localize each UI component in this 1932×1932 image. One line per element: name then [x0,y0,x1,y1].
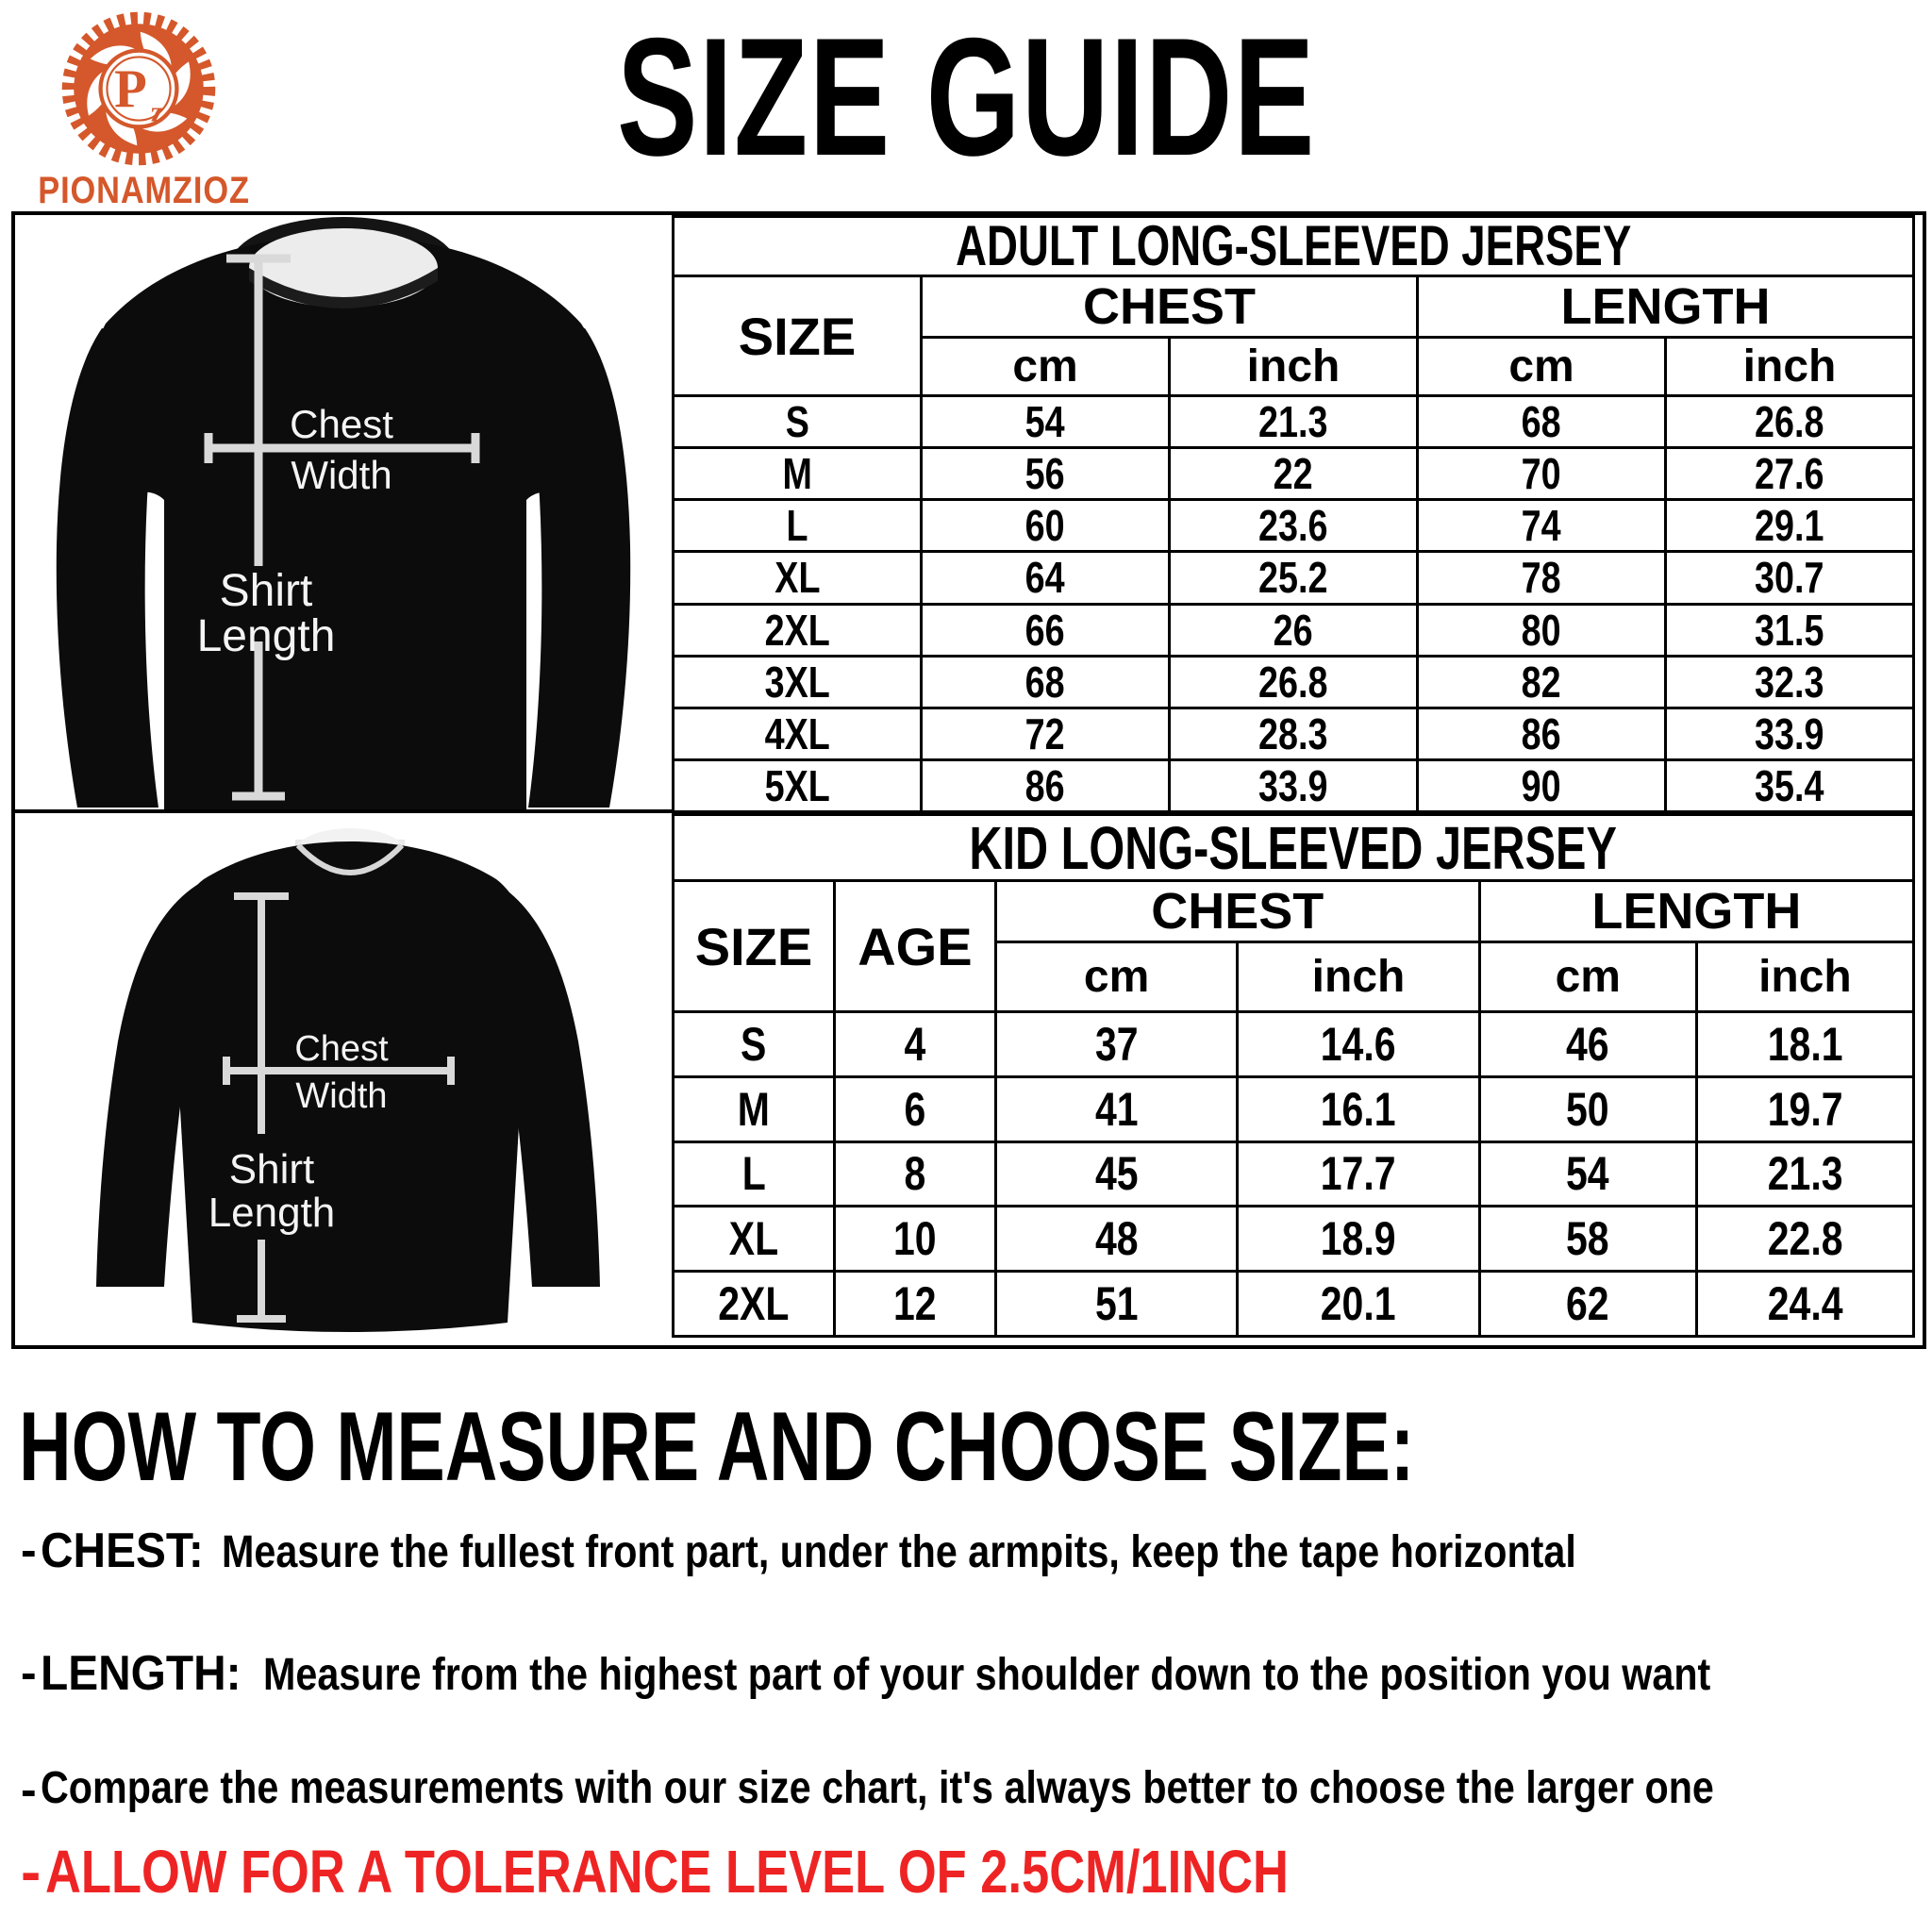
adult-chest-label-line1: Chest [290,402,393,446]
unit-inch: inch [1696,942,1913,1012]
unit-cm: cm [922,338,1170,396]
howto-item-length [21,1646,1932,1701]
unit-cm: cm [995,942,1237,1012]
kid-length-label-line1: Shirt [228,1146,315,1192]
brand-name: PIONAMZIOZ [38,170,250,211]
kid-col-size: SIZE [674,881,835,1012]
howto-item-compare [21,1763,1932,1816]
adult-row-4xl: 4XL 72 28.3 86 33.9 [674,708,1914,759]
adult-size-table [672,215,1915,813]
howto-heading: HOW TO MEASURE AND CHOOSE SIZE: [19,1392,1415,1502]
kid-shirt-diagram [15,813,672,1338]
bullet-dash: - [21,1524,37,1576]
page-title: SIZE GUIDE [616,3,1316,191]
howto-item-text: Measure the fullest front part, under the armpits, keep the tape horizontal [222,1527,1577,1577]
kid-length-label-line2: Length [208,1190,336,1236]
adult-row-2xl: 2XL 66 26 80 31.5 [674,604,1914,656]
adult-col-chest: CHEST [922,276,1418,338]
kid-col-age: AGE [834,881,995,1012]
adult-length-label-line1: Shirt [219,566,313,616]
adult-row-s: S 54 21.3 68 26.8 [674,396,1914,448]
kid-row-s: S 4 37 14.6 46 18.1 [674,1012,1914,1077]
adult-col-size: SIZE [674,276,922,396]
kid-jersey-illustration [15,813,672,1338]
tolerance-note [21,1838,1561,1906]
adult-row-3xl: 3XL 68 26.8 82 32.3 [674,656,1914,708]
kid-col-length: LENGTH [1479,881,1913,942]
tolerance-text: ALLOW FOR A TOLERANCE LEVEL OF 2.5CM/1INCH [44,1838,1289,1906]
kid-row-m: M 6 41 16.1 50 19.7 [674,1076,1914,1141]
adult-table-header-row [674,276,1914,338]
adult-shirt-diagram [15,215,672,809]
adult-chest-label-line2: Width [291,453,392,497]
unit-cm: cm [1479,942,1696,1012]
unit-inch: inch [1666,338,1914,396]
unit-inch: inch [1238,942,1479,1012]
kid-chest-label-line2: Width [295,1076,388,1116]
kid-chest-label-line1: Chest [294,1029,389,1069]
bullet-dash: - [21,1763,37,1816]
size-chart-frame [11,211,1926,1349]
adult-col-length: LENGTH [1418,276,1914,338]
adult-row-m: M 56 22 70 27.6 [674,448,1914,500]
kid-row-xl: XL 10 48 18.9 58 22.8 [674,1207,1914,1272]
logo-letter-z: z [150,94,164,128]
kid-row-2xl: 2XL 12 51 20.1 62 24.4 [674,1272,1914,1337]
adult-row-5xl: 5XL 86 33.9 90 35.4 [674,759,1914,811]
unit-inch: inch [1170,338,1418,396]
kid-col-chest: CHEST [995,881,1479,942]
howto-item-text: Measure from the highest part of your shoulder down to the position you want [262,1650,1710,1700]
kid-table-header-row [674,881,1914,942]
logo-letter-p: P [114,58,147,119]
kid-table-title: KID LONG-SLEEVED JERSEY [674,815,1914,881]
kid-table-title-row [674,815,1914,881]
adult-length-label-line2: Length [196,611,336,661]
kid-size-table [672,813,1915,1338]
adult-row-xl: XL 64 25.2 78 30.7 [674,552,1914,604]
howto-item-text: Compare the measurements with our size chart, it's always better to choose the larger one [41,1763,1715,1813]
adult-table-title-row [674,217,1914,276]
howto-item-chest [21,1524,1797,1578]
howto-item-label: CHEST: [41,1524,204,1578]
unit-cm: cm [1418,338,1666,396]
adult-table-title: ADULT LONG-SLEEVED JERSEY [674,217,1914,276]
adult-jersey-illustration [15,215,672,809]
bullet-dash: - [21,1646,37,1699]
bullet-dash: - [21,1838,42,1906]
howto-item-label: LENGTH: [41,1646,242,1701]
adult-row-l: L 60 23.6 74 29.1 [674,500,1914,552]
kid-row-l: L 8 45 17.7 54 21.3 [674,1141,1914,1207]
